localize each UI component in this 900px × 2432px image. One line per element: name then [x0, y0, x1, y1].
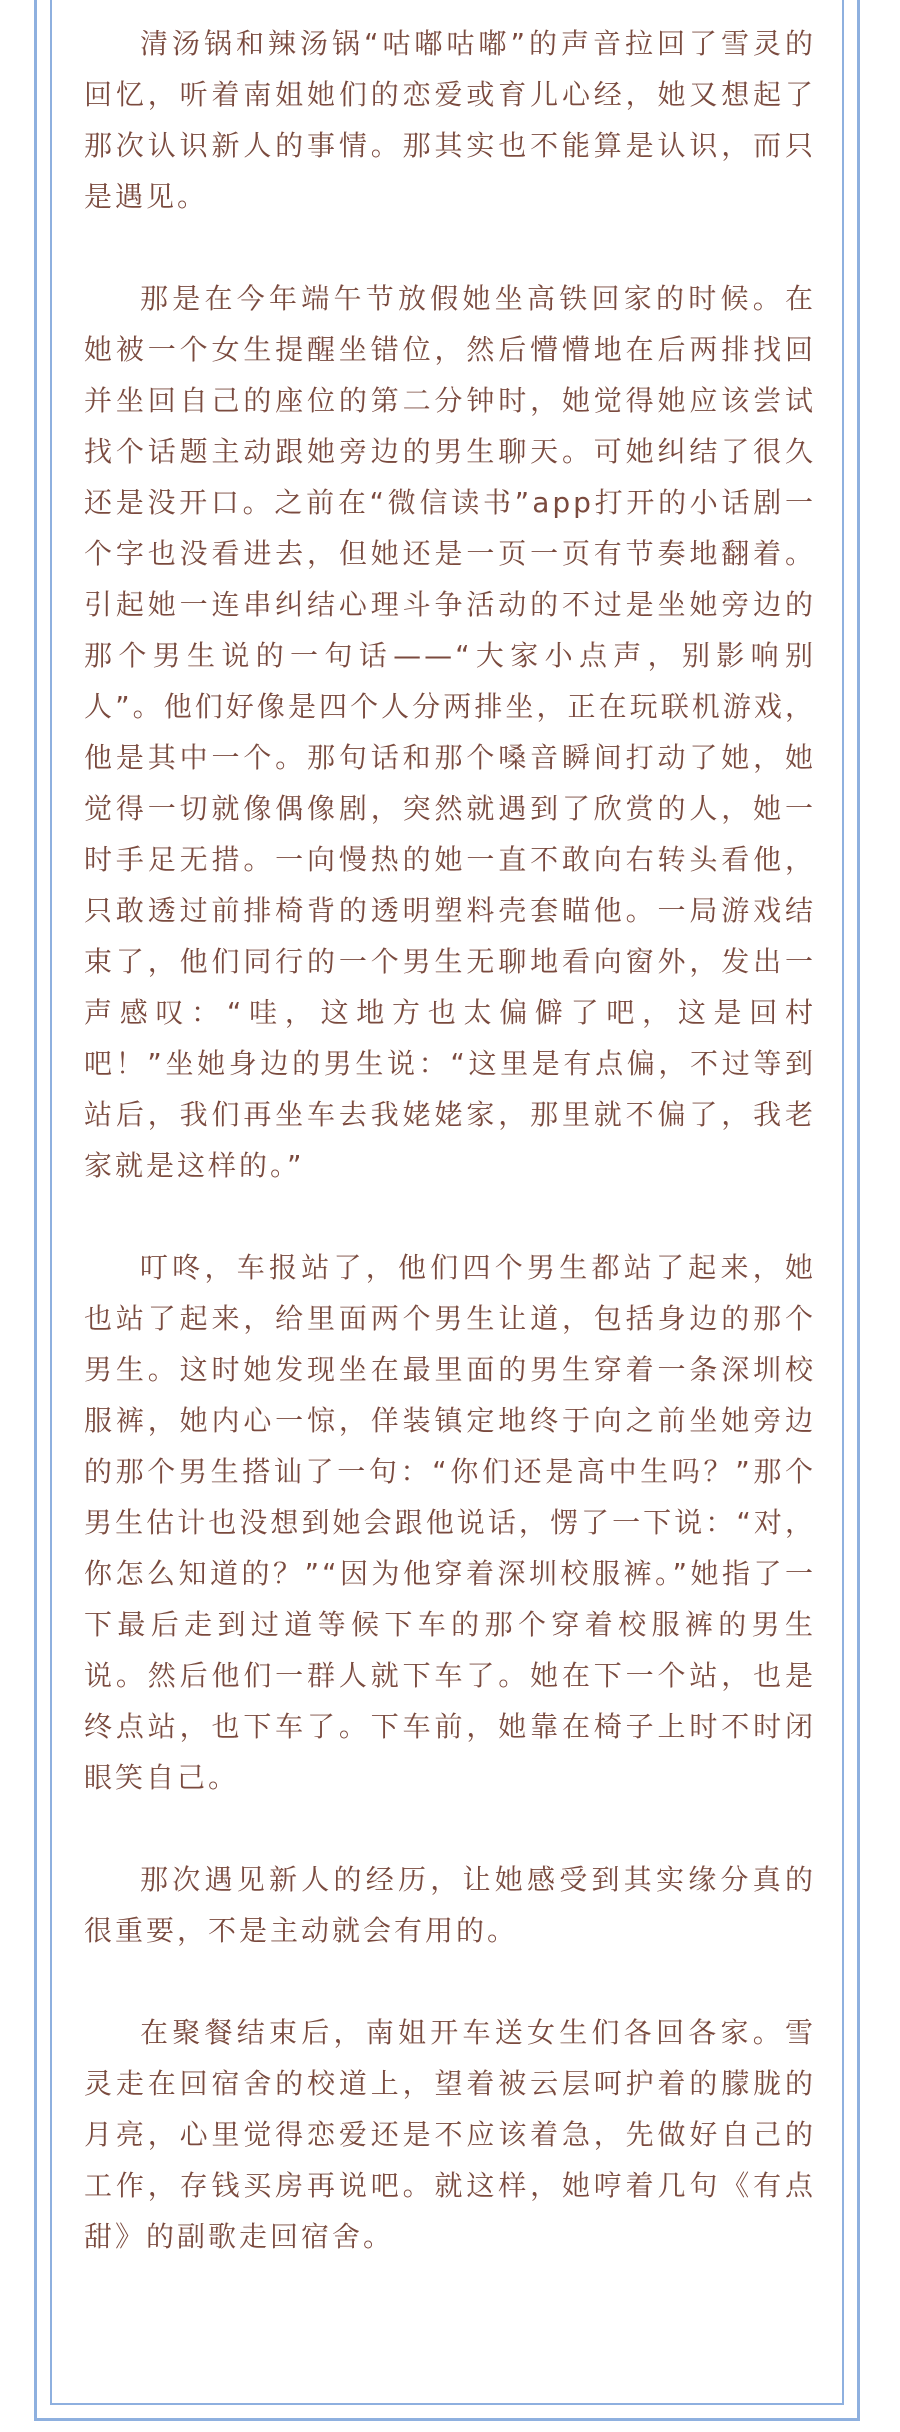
article-paragraph-2: 那是在今年端午节放假她坐高铁回家的时候。在她被一个女生提醒坐错位，然后懵懵地在后两排找回并坐回自己的座位的第二分钟时，她觉得她应该尝试找个话题主动跟她旁边的男生聊天。可她纠结了很久还是没开口。之前在“微信读书”app打开的小话剧一个字也没看进去，但她还是一页一页有节奏地翻着。引起她一连串纠结心理斗争活动的不过是坐她旁边的那个男生说的一句话——“大家小点声，别影响别人”。他们好像是四个人分两排坐，正在玩联机游戏，他是其中一个。那句话和那个嗓音瞬间打动了她，她觉得一切就像偶像剧，突然就遇到了欣赏的人，她一时手足无措。一向慢热的她一直不敢向右转头看他，只敢透过前排椅背的透明塑料壳套瞄他。一局游戏结束了，他们同行的一个男生无聊地看向窗外，发出一声感叹：“哇，这地方也太偏僻了吧，这是回村吧！”坐她身边的男生说：“这里是有点偏，不过等到站后，我们再坐车去我姥姥家，那里就不偏了，我老家就是这样的。” — [84, 282, 816, 1182]
article-paragraph-3: 叮咚，车报站了，他们四个男生都站了起来，她也站了起来，给里面两个男生让道，包括身边的那个男生。这时她发现坐在最里面的男生穿着一条深圳校服裤，她内心一惊，佯装镇定地终于向之前坐她旁边的那个男生搭讪了一句：“你们还是高中生吗？”那个男生估计也没想到她会跟他说话，愣了一下说：“对，你怎么知道的？”“因为他穿着深圳校服裤。”她指了一下最后走到过道等候下车的那个穿着校服裤的男生说。然后他们一群人就下车了。她在下一个站，也是终点站，也下车了。下车前，她靠在椅子上时不时闭眼笑自己。 — [84, 1251, 816, 1794]
article-paragraph-1: 清汤锅和辣汤锅“咕嘟咕嘟”的声音拉回了雪灵的回忆，听着南姐她们的恋爱或育儿心经，她又想起了那次认识新人的事情。那其实也不能算是认识，而只是遇见。 — [84, 27, 816, 213]
article-paragraph-4: 那次遇见新人的经历，让她感受到其实缘分真的很重要，不是主动就会有用的。 — [84, 1863, 816, 1947]
article-body — [84, 18, 816, 2262]
article-paragraph-5: 在聚餐结束后，南姐开车送女生们各回各家。雪灵走在回宿舍的校道上，望着被云层呵护着的朦胧的月亮，心里觉得恋爱还是不应该着急，先做好自己的工作，存钱买房再说吧。就这样，她哼着几句《有点甜》的副歌走回宿舍。 — [84, 2016, 816, 2253]
